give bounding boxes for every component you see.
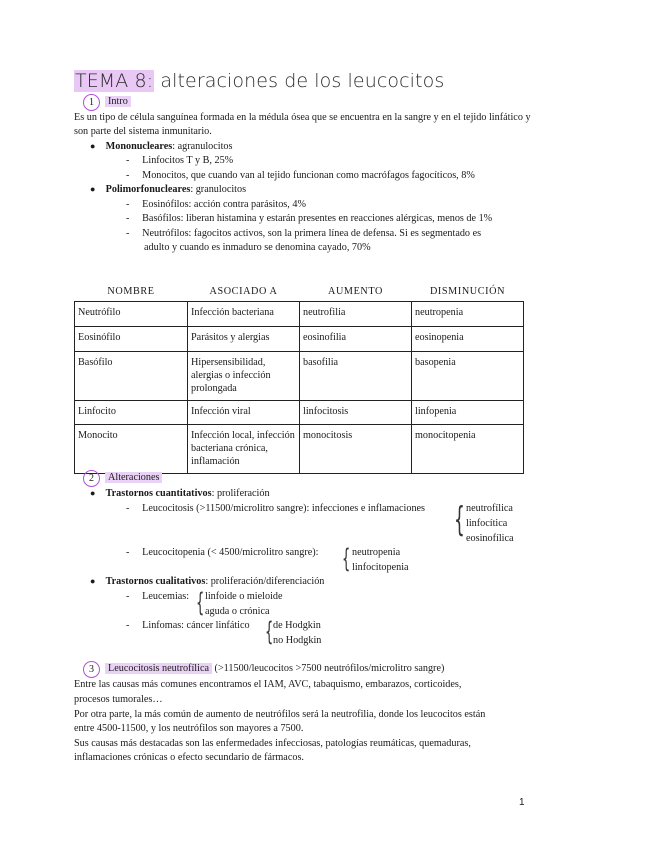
table-row xyxy=(75,327,524,352)
table-cell: Infección viral xyxy=(188,401,300,425)
table-cell: Neutrófilo xyxy=(75,302,188,327)
section-3-heading xyxy=(105,663,444,674)
list-item: - Neutrófilos: fagocitos activos, son la primera línea de defensa. Si es segmentado es xyxy=(126,228,482,239)
table-cell: Hipersensibilidad, alergias o infección prolongada xyxy=(188,352,300,401)
table-cell: eosinofilia xyxy=(300,327,412,352)
option-item: de Hodgkin xyxy=(273,620,321,631)
bullet-cualitativos: ● Trastornos cualitativos: proliferación/diferenciación xyxy=(90,576,325,587)
table-cell: Infección bacteriana xyxy=(188,302,300,327)
paragraph-line: inflamaciones crónicas o efecto secundario de fármacos. xyxy=(74,752,304,763)
list-item-continuation: adulto y cuando es inmaduro se denomina cayado, 70% xyxy=(144,242,371,253)
table-row xyxy=(75,352,524,401)
bullet-polimorfonucleares: ● Polimorfonucleares: granulocitos xyxy=(90,184,247,195)
section-3-criteria: (>11500/leucocitos >7500 neutrófilos/microlitro sangre) xyxy=(212,663,445,674)
header-nombre: NOMBRE xyxy=(107,285,155,297)
table-cell: Linfocito xyxy=(75,401,188,425)
table-row xyxy=(75,302,524,327)
brace-icon: { xyxy=(342,544,351,574)
intro-paragraph: Es un tipo de célula sanguínea formada en la médula ósea que se encuentra en la sangre y en el tejido linfático y son parte del sistema inmunitario. xyxy=(74,112,531,137)
mononucleares-term: Mononucleares xyxy=(105,141,173,152)
paragraph-line: Entre las causas más comunes encontramos el IAM, AVC, tabaquismo, embarazos, corticoides, xyxy=(74,679,462,690)
section-1-heading xyxy=(105,96,131,107)
option-item: no Hodgkin xyxy=(273,635,322,646)
table-cell: Eosinófilo xyxy=(75,327,188,352)
bullet-mononucleares: ● Mononucleares: agranulocitos xyxy=(90,141,233,152)
paragraph-line: Sus causas más destacadas son las enfermedades infecciosas, patologías reumáticas, quemaduras, xyxy=(74,738,471,749)
option-item: linfoide o mieloide xyxy=(205,591,283,602)
paragraph-line: procesos tumorales… xyxy=(74,694,163,705)
header-asociado: ASOCIADO A xyxy=(209,285,278,297)
mononucleares-desc: : agranulocitos xyxy=(172,141,233,152)
leucocitosis-item: - Leucocitosis (>11500/microlitro sangre): infecciones e inflamaciones xyxy=(126,503,426,514)
polimorfonucleares-desc: : granulocitos xyxy=(190,184,247,195)
table-cell: eosinopenia xyxy=(412,327,524,352)
cuantitativos-term: Trastornos cuantitativos xyxy=(105,488,212,499)
table-row xyxy=(75,401,524,425)
brace-icon: { xyxy=(265,617,274,647)
paragraph-line: entre 4500-11500, y los neutrófilos son mayores a 7500. xyxy=(74,723,304,734)
section-1-number-badge: 1 xyxy=(83,94,100,111)
option-item: neutrofílica xyxy=(466,503,513,514)
option-item: neutropenia xyxy=(352,547,401,558)
section-3-number-badge: 3 xyxy=(83,661,100,678)
table-cell: basofilia xyxy=(300,352,412,401)
paragraph-line: Por otra parte, la más común de aumento de neutrófilos será la neutrofilia, donde los leucocitos están xyxy=(74,709,486,720)
option-item: aguda o crónica xyxy=(205,606,270,617)
section-2-heading xyxy=(105,472,162,483)
table-cell: Monocito xyxy=(75,425,188,474)
bullet-cuantitativos: ● Trastornos cuantitativos: proliferación xyxy=(90,488,270,499)
table-row xyxy=(75,425,524,474)
cualitativos-term: Trastornos cualitativos xyxy=(105,576,206,587)
section-2-number-badge: 2 xyxy=(83,470,100,487)
leucemias-item: - Leucemias: xyxy=(126,591,190,602)
table-cell: Parásitos y alergias xyxy=(188,327,300,352)
list-item: - Eosinófilos: acción contra parásitos, 4% xyxy=(126,199,306,210)
cuantitativos-desc: : proliferación xyxy=(211,488,270,499)
table-cell: linfocitosis xyxy=(300,401,412,425)
option-item: eosinofílica xyxy=(466,533,514,544)
table-cell: linfopenia xyxy=(412,401,524,425)
page-number: 1 xyxy=(519,797,525,808)
option-item: linfocítica xyxy=(466,518,508,529)
header-aumento: AUMENTO xyxy=(328,285,383,297)
table-cell: monocitosis xyxy=(300,425,412,474)
polimorfonucleares-term: Polimorfonucleares xyxy=(105,184,191,195)
brace-icon: { xyxy=(454,500,465,540)
table-header-row xyxy=(75,285,524,302)
table-cell: Basófilo xyxy=(75,352,188,401)
table-cell: Infección local, infección bacteriana crónica, inflamación xyxy=(188,425,300,474)
section-1-label: Intro xyxy=(105,96,131,107)
linfomas-item: - Linfomas: cáncer linfático xyxy=(126,620,250,631)
list-item: - Basófilos: liberan histamina y estarán presentes en reacciones alérgicas, menos de 1% xyxy=(126,213,493,224)
section-3-label: Leucocitosis neutrofílica xyxy=(105,663,212,674)
title-rest: alteraciones de los leucocitos xyxy=(154,70,445,92)
list-item: - Linfocitos T y B, 25% xyxy=(126,155,234,166)
title-highlight: TEMA 8: xyxy=(75,70,154,92)
section-2-label: Alteraciones xyxy=(105,472,162,483)
leukocyte-table xyxy=(74,285,524,474)
brace-icon: { xyxy=(196,588,205,618)
leucocitopenia-item: - Leucocitopenia (< 4500/microlitro sangre): xyxy=(126,547,319,558)
option-item: linfocitopenia xyxy=(352,562,409,573)
header-disminucion: DISMINUCIÓN xyxy=(429,285,506,297)
page-title xyxy=(74,70,444,92)
cualitativos-desc: : proliferación/diferenciación xyxy=(205,576,325,587)
table-cell: monocitopenia xyxy=(412,425,524,474)
table-cell: basopenia xyxy=(412,352,524,401)
list-item: - Monocitos, que cuando van al tejido funcionan como macrófagos fagocíticos, 8% xyxy=(126,170,475,181)
table-cell: neutropenia xyxy=(412,302,524,327)
table-cell: neutrofilia xyxy=(300,302,412,327)
